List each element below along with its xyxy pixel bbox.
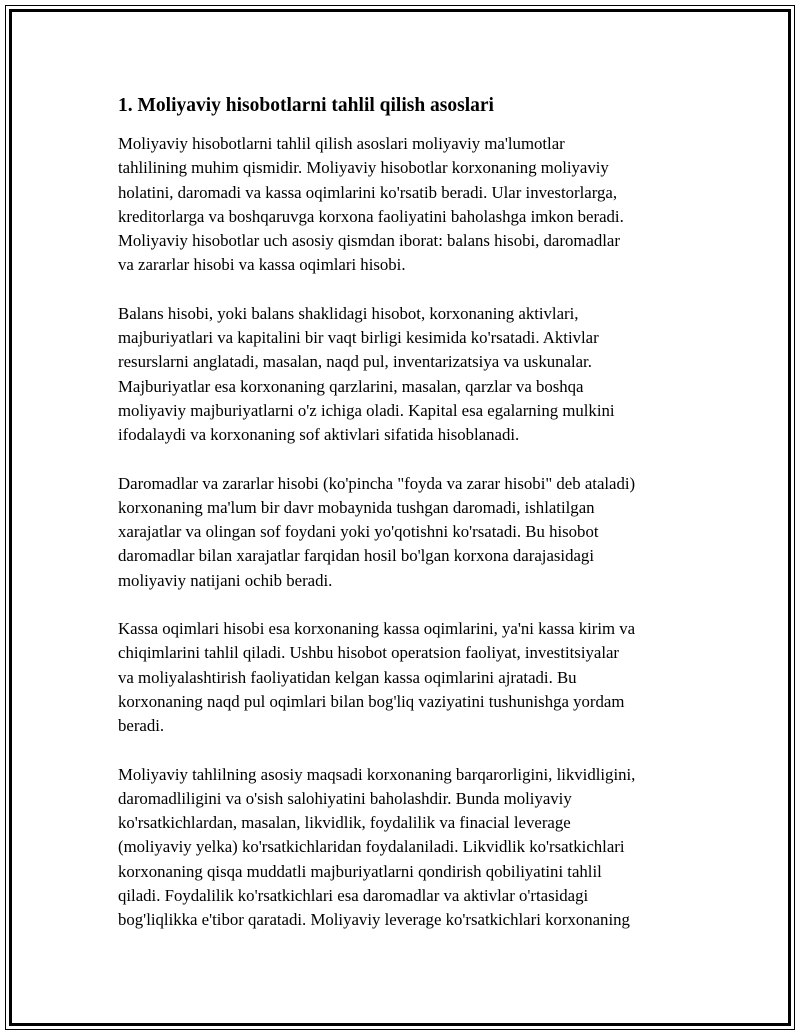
text-line: beradi. xyxy=(118,716,165,736)
paragraph-income-statement xyxy=(118,472,708,593)
text-line: Moliyaviy tahlilning asosiy maqsadi korxonaning barqarorligini, likvidligini, xyxy=(118,764,636,784)
text-line: Balans hisobi, yoki balans shaklidagi hisobot, korxonaning aktivlari, xyxy=(118,303,579,323)
text-line: korxonaning naqd pul oqimlari bilan bog'liq vaziyatini tushunishga yordam xyxy=(118,691,625,711)
text-line: ifodalaydi va korxonaning sof aktivlari sifatida hisoblanadi. xyxy=(118,425,520,445)
text-line: holatini, daromadi va kassa oqimlarini ko'rsatib beradi. Ular investorlarga, xyxy=(118,182,618,202)
text-line: Moliyaviy hisobotlarni tahlil qilish asoslari moliyaviy ma'lumotlar xyxy=(118,134,565,153)
text-line: va moliyalashtirish faoliyatidan kelgan kassa oqimlarini ajratadi. Bu xyxy=(118,667,577,687)
text-line: Kassa oqimlari hisobi esa korxonaning kassa oqimlarini, ya'ni kassa kirim va xyxy=(118,619,636,639)
text-line: qiladi. Foydalilik ko'rsatkichlari esa daromadlar va aktivlar o'rtasidagi xyxy=(118,886,589,906)
text-line: korxonaning qisqa muddatli majburiyatlarni qondirish qobiliyatini tahlil xyxy=(118,861,602,881)
paragraph-financial-analysis xyxy=(118,763,708,933)
paragraph-overview xyxy=(118,132,708,278)
text-line: moliyaviy natijani ochib beradi. xyxy=(118,570,333,590)
text-line: majburiyatlari va kapitalini bir vaqt birligi kesimida ko'rsatadi. Aktivlar xyxy=(118,328,599,348)
text-line: moliyaviy majburiyatlarni o'z ichiga oladi. Kapital esa egalarning mulkini xyxy=(118,400,615,420)
section-heading: 1. Moliyaviy hisobotlarni tahlil qilish asoslari xyxy=(118,95,494,116)
text-line: daromadliligini va o'sish salohiyatini baholashdir. Bunda moliyaviy xyxy=(118,788,572,808)
text-line: va zararlar hisobi va kassa oqimlari hisobi. xyxy=(118,255,406,275)
text-line: korxonaning ma'lum bir davr mobaynida tushgan daromadi, ishlatilgan xyxy=(118,497,595,517)
text-line: tahlilining muhim qismidir. Moliyaviy hisobotlar korxonaning moliyaviy xyxy=(118,158,609,178)
text-line: xarajatlar va olingan sof foydani yoki yo'qotishni ko'rsatadi. Bu hisobot xyxy=(118,522,599,542)
document-body xyxy=(118,93,708,933)
text-line: Daromadlar va zararlar hisobi (ko'pincha "foyda va zarar hisobi" deb ataladi) xyxy=(118,473,636,493)
paragraph-cash-flow xyxy=(118,617,708,738)
text-line: daromadlar bilan xarajatlar farqidan hosil bo'lgan korxona darajasidagi xyxy=(118,546,594,566)
text-line: Majburiyatlar esa korxonaning qarzlarini, masalan, qarzlar va boshqa xyxy=(118,376,584,396)
text-line: Moliyaviy hisobotlar uch asosiy qismdan iborat: balans hisobi, daromadlar xyxy=(118,231,620,251)
text-line: bog'liqlikka e'tibor qaratadi. Moliyaviy leverage ko'rsatkichlari korxonaning xyxy=(118,910,630,930)
text-line: (moliyaviy yelka) ko'rsatkichlaridan foydalaniladi. Likvidlik ko'rsatkichlari xyxy=(118,837,625,857)
text-line: chiqimlarini tahlil qiladi. Ushbu hisobot operatsion faoliyat, investitsiyalar xyxy=(118,643,620,663)
text-line: resurslarni anglatadi, masalan, naqd pul, inventarizatsiya va uskunalar. xyxy=(118,352,592,372)
paragraph-balance-sheet xyxy=(118,302,708,448)
text-line: ko'rsatkichlardan, masalan, likvidlik, foydalilik va finacial leverage xyxy=(118,813,571,833)
text-line: kreditorlarga va boshqaruvga korxona faoliyatini baholashga imkon beradi. xyxy=(118,206,624,226)
